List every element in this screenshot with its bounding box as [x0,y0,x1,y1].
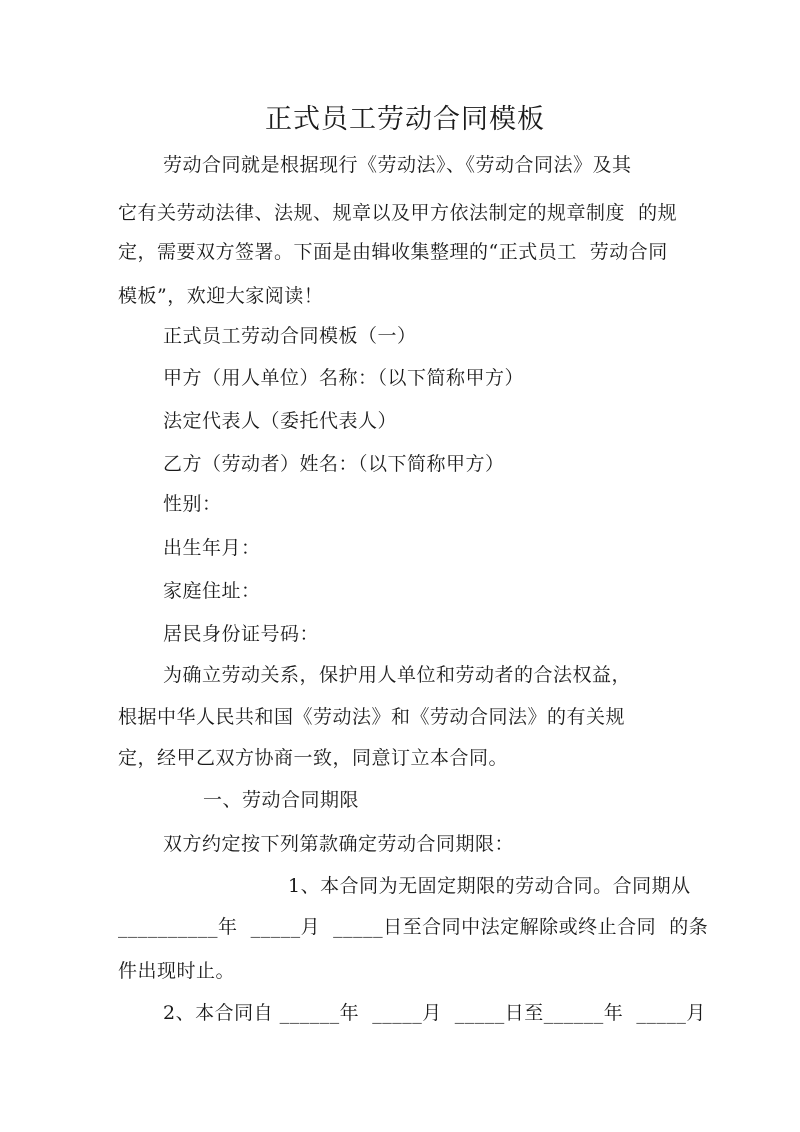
document-title: 正式员工劳动合同模板 [265,104,545,135]
field-legal-representative: 法定代表人（委托代表人） [163,410,398,432]
field-id-number: 居民身份证号码： [163,623,320,645]
field-birth-date: 出生年月： [163,537,261,559]
item1-line-1: 1、本合同为无固定期限的劳动合同。合同期从 [288,875,691,897]
intro-line-2: 它有关劳动法律、法规、规章以及甲方依法制定的规章制度 的规 [118,202,678,224]
field-party-a-name: 甲方（用人单位）名称：（以下简称甲方） [163,367,525,389]
purpose-line-1: 为确立劳动关系，保护用人单位和劳动者的合法权益， [163,664,632,686]
item1-line-2: __________年 _____月 _____日至合同中法定解除或终止合同 的条 [118,916,709,938]
intro-line-1: 劳动合同就是根据现行《劳动法》、《劳动合同法》及其 [163,154,632,176]
item1-line-3: 件出现时止。 [118,960,236,982]
section-heading: 正式员工劳动合同模板（一） [163,325,417,347]
purpose-line-3: 定，经甲乙双方协商一致，同意订立本合同。 [118,747,509,769]
field-home-address: 家庭住址： [163,580,261,602]
item2-line: 2、本合同自 ______年 _____月 _____日至______年 _____月 [163,1002,706,1024]
field-party-b-name: 乙方（劳动者）姓名：（以下简称甲方） [163,453,505,475]
clause1-intro: 双方约定按下列第款确定劳动合同期限： [163,833,515,855]
clause1-heading: 一、劳动合同期限 [203,789,360,811]
purpose-line-2: 根据中华人民共和国《劳动法》和《劳动合同法》的有关规 [118,706,626,728]
intro-line-4: 模板”，欢迎大家阅读！ [118,285,324,307]
intro-line-3: 定，需要双方签署。下面是由辑收集整理的“正式员工 劳动合同 [118,241,668,263]
field-gender: 性别： [163,493,222,515]
